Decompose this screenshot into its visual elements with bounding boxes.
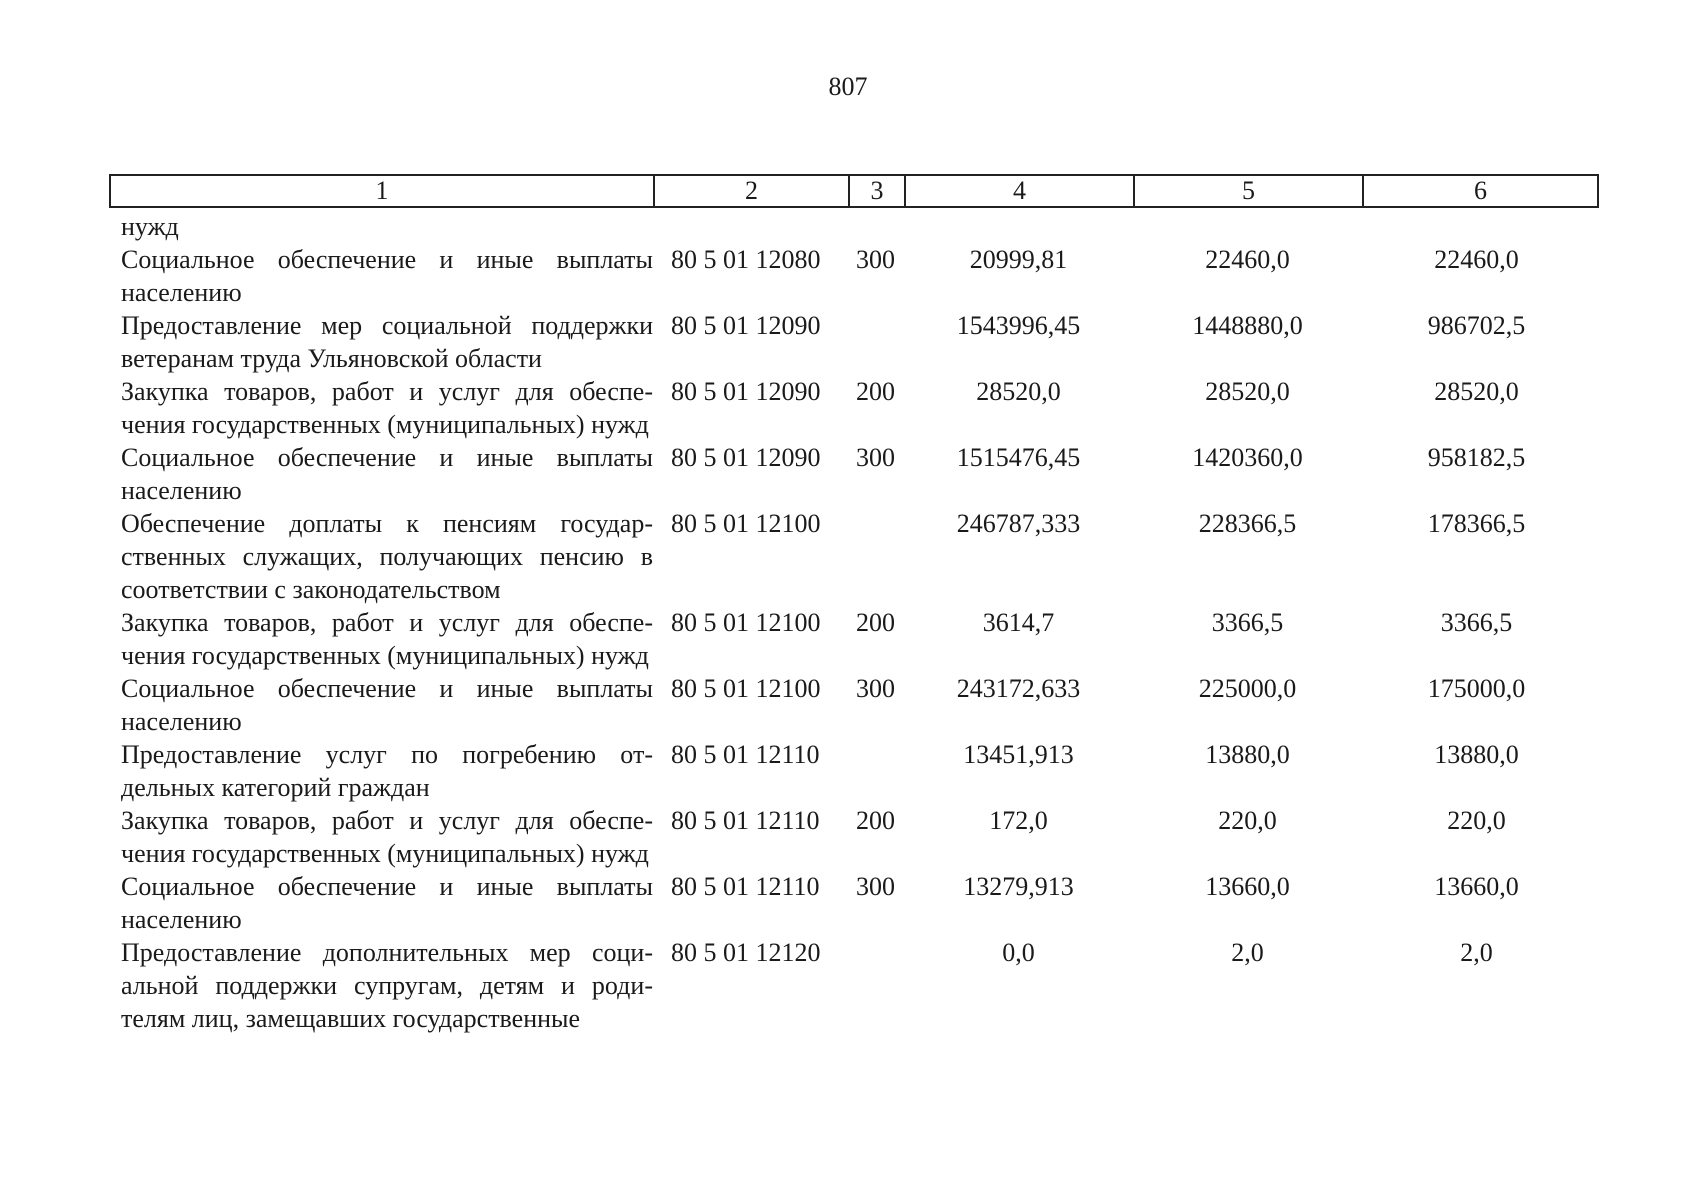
- row-value-col5: 22460,0: [1205, 245, 1290, 274]
- row-name: Закупка товаров, работ и услуг для обеспечения государственных (муниципальных) нужд: [121, 608, 653, 670]
- page-number: 807: [828, 72, 868, 101]
- table-row: [109, 309, 1597, 375]
- row-name: Предоставление услуг по погребению отдельных категорий граждан: [121, 740, 653, 802]
- row-code: 80 5 01 12080: [671, 245, 821, 274]
- table-header: [109, 174, 1599, 208]
- table-row: [109, 507, 1597, 606]
- header-col-4: 4: [905, 175, 1134, 207]
- row-code: 80 5 01 12120: [671, 938, 821, 967]
- row-value-col4: 172,0: [989, 806, 1048, 835]
- row-value-col5: 1448880,0: [1192, 311, 1303, 340]
- header-col-2: 2: [654, 175, 849, 207]
- row-name: Социальное обеспечение и иные выплаты населению: [121, 245, 653, 307]
- row-value-col6: 178366,5: [1427, 509, 1526, 538]
- row-name: Социальное обеспечение и иные выплаты населению: [121, 443, 653, 505]
- row-type: 300: [856, 245, 895, 274]
- continued-text: нужд: [121, 212, 179, 241]
- row-code: 80 5 01 12110: [671, 806, 820, 835]
- row-code: 80 5 01 12110: [671, 872, 820, 901]
- header-col-1: 1: [110, 175, 654, 207]
- row-value-col5: 1420360,0: [1192, 443, 1303, 472]
- row-code: 80 5 01 12110: [671, 740, 820, 769]
- table-row: [109, 936, 1597, 1035]
- row-value-col4: 28520,0: [976, 377, 1061, 406]
- row-value-col4: 20999,81: [969, 245, 1068, 274]
- header-col-5: 5: [1134, 175, 1363, 207]
- row-value-col4: 246787,333: [956, 509, 1081, 538]
- row-value-col4: 1515476,45: [956, 443, 1081, 472]
- table-row: [109, 672, 1597, 738]
- row-value-col6: 958182,5: [1427, 443, 1526, 472]
- row-value-col6: 28520,0: [1434, 377, 1519, 406]
- row-name: Социальное обеспечение и иные выплаты населению: [121, 872, 653, 934]
- row-type: 300: [856, 443, 895, 472]
- row-value-col4: 0,0: [1002, 938, 1035, 967]
- row-code: 80 5 01 12100: [671, 674, 821, 703]
- row-type: 300: [856, 872, 895, 901]
- row-value-col5: 3366,5: [1211, 608, 1284, 637]
- table-row: [109, 243, 1597, 309]
- row-code: 80 5 01 12090: [671, 443, 821, 472]
- row-value-col6: 986702,5: [1427, 311, 1526, 340]
- table-row: [109, 870, 1597, 936]
- row-name: Закупка товаров, работ и услуг для обеспечения государственных (муниципальных) нужд: [121, 806, 653, 868]
- row-value-col5: 13660,0: [1205, 872, 1290, 901]
- row-name: Обеспечение доплаты к пенсиям государственных служащих, получающих пенсию в соответствии с законодательством: [121, 509, 653, 604]
- table-body: [109, 210, 1597, 1035]
- row-code: 80 5 01 12100: [671, 608, 821, 637]
- row-name: Социальное обеспечение и иные выплаты населению: [121, 674, 653, 736]
- row-type: 200: [856, 608, 895, 637]
- row-value-col4: 13451,913: [963, 740, 1074, 769]
- table-row: [109, 375, 1597, 441]
- row-value-col6: 13880,0: [1434, 740, 1519, 769]
- row-code: 80 5 01 12090: [671, 377, 821, 406]
- table-row: [109, 606, 1597, 672]
- header-col-6: 6: [1363, 175, 1598, 207]
- row-value-col4: 3614,7: [982, 608, 1055, 637]
- row-name: Закупка товаров, работ и услуг для обеспечения государственных (муниципальных) нужд: [121, 377, 653, 439]
- header-col-3: 3: [849, 175, 905, 207]
- row-value-col5: 2,0: [1231, 938, 1264, 967]
- row-value-col6: 22460,0: [1434, 245, 1519, 274]
- row-name: Предоставление дополнительных мер социальной поддержки супругам, детям и родителям лиц, замещавших государственные: [121, 938, 653, 1033]
- row-value-col5: 220,0: [1218, 806, 1277, 835]
- row-value-col5: 28520,0: [1205, 377, 1290, 406]
- row-value-col4: 1543996,45: [956, 311, 1081, 340]
- row-type: 300: [856, 674, 895, 703]
- row-value-col6: 220,0: [1447, 806, 1506, 835]
- row-value-col5: 228366,5: [1198, 509, 1297, 538]
- row-value-col4: 243172,633: [956, 674, 1081, 703]
- table-row: [109, 441, 1597, 507]
- table-row: [109, 738, 1597, 804]
- table-rows: [109, 243, 1597, 1035]
- row-code: 80 5 01 12100: [671, 509, 821, 538]
- budget-table: [109, 174, 1597, 1035]
- table-row: [109, 804, 1597, 870]
- row-value-col5: 13880,0: [1205, 740, 1290, 769]
- row-code: 80 5 01 12090: [671, 311, 821, 340]
- row-type: 200: [856, 377, 895, 406]
- row-value-col5: 225000,0: [1198, 674, 1297, 703]
- row-value-col6: 175000,0: [1427, 674, 1526, 703]
- row-value-col6: 2,0: [1460, 938, 1493, 967]
- row-value-col4: 13279,913: [963, 872, 1074, 901]
- row-value-col6: 13660,0: [1434, 872, 1519, 901]
- row-name: Предоставление мер социальной поддержки ветеранам труда Ульяновской области: [121, 311, 653, 373]
- row-value-col6: 3366,5: [1440, 608, 1513, 637]
- row-type: 200: [856, 806, 895, 835]
